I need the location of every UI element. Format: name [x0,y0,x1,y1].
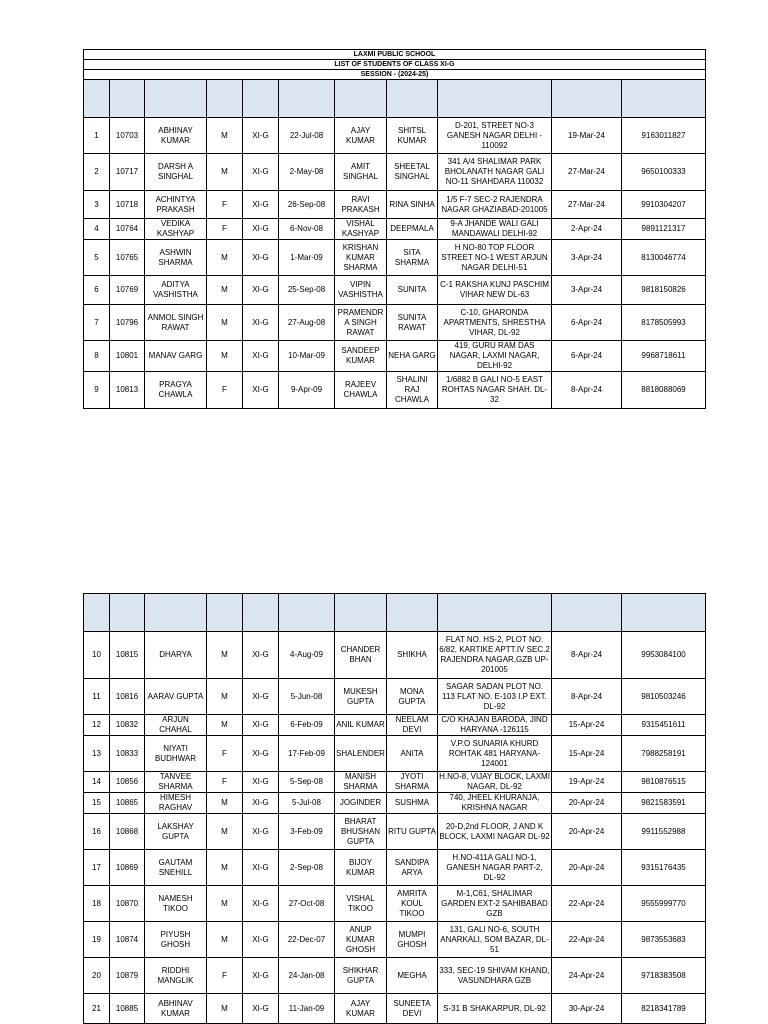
admission-date-cell: 2-Apr-24 [552,219,622,240]
header-cell [279,80,335,118]
class-cell: XI-G [243,240,279,276]
father-name-cell: RAVI PRAKASH [335,191,387,219]
father-name-cell: JOGINDER [335,793,387,814]
mother-name-cell: AMRITA KOUL TIKOO [387,886,438,922]
header-cell [335,594,387,632]
class-cell: XI-G [243,219,279,240]
class-cell: XI-G [243,118,279,154]
gender-cell: M [207,240,243,276]
phone-cell: 9911552988 [622,814,706,850]
student-table-2 [83,593,706,1024]
date-of-birth-cell: 26-Sep-08 [279,191,335,219]
serial-number-cell: 9 [84,372,110,409]
admission-number-cell: 10870 [110,886,145,922]
admission-number-cell: 10868 [110,814,145,850]
admission-number-cell: 10813 [110,372,145,409]
admission-date-cell: 8-Apr-24 [552,632,622,679]
class-cell: XI-G [243,736,279,772]
phone-cell: 8178505993 [622,305,706,341]
serial-number-cell: 7 [84,305,110,341]
serial-number-cell: 10 [84,632,110,679]
serial-number-cell: 21 [84,994,110,1024]
student-row [84,922,706,958]
student-row [84,958,706,994]
student-row [84,240,706,276]
admission-date-cell: 6-Apr-24 [552,305,622,341]
gender-cell: F [207,191,243,219]
date-of-birth-cell: 2-Sep-08 [279,850,335,886]
student-row [84,219,706,240]
student-name-cell: ABHINAY KUMAR [145,118,207,154]
mother-name-cell: NEHA GARG [387,341,438,372]
date-of-birth-cell: 5-Sep-08 [279,772,335,793]
address-cell: FLAT NO. HS-2, PLOT NO. 6/82, KARTIKE APTT.IV SEC.2 RAJENDRA NAGAR,GZB UP-201005 [438,632,552,679]
address-cell: 9-A JHANDE WALI GALI MANDAWALI DELHI-92 [438,219,552,240]
serial-number-cell: 12 [84,715,110,736]
phone-cell: 9891121317 [622,219,706,240]
student-table-1 [83,49,706,409]
admission-number-cell: 10769 [110,276,145,305]
header-row [84,80,706,118]
student-name-cell: ARJUN CHAHAL [145,715,207,736]
address-cell: 1/5 F-7 SEC-2 RAJENDRA NAGAR GHAZIABAD-201005 [438,191,552,219]
student-name-cell: PRAGYA CHAWLA [145,372,207,409]
admission-date-cell: 8-Apr-24 [552,372,622,409]
father-name-cell: CHANDER BHAN [335,632,387,679]
address-cell: D-201, STREET NO-3 GANESH NAGAR DELHI - 110092 [438,118,552,154]
mother-name-cell: SITA SHARMA [387,240,438,276]
mother-name-cell: SUNITA RAWAT [387,305,438,341]
header-row [84,594,706,632]
gender-cell: M [207,715,243,736]
header-cell [335,80,387,118]
mother-name-cell: DEEPMALA [387,219,438,240]
mother-name-cell: SANDIPA ARYA [387,850,438,886]
student-name-cell: GAUTAM SNEHILL [145,850,207,886]
student-name-cell: VEDIKA KASHYAP [145,219,207,240]
serial-number-cell: 4 [84,219,110,240]
serial-number-cell: 5 [84,240,110,276]
father-name-cell: SHALENDER [335,736,387,772]
admission-date-cell: 22-Apr-24 [552,922,622,958]
date-of-birth-cell: 9-Apr-09 [279,372,335,409]
admission-date-cell: 24-Apr-24 [552,958,622,994]
father-name-cell: AMIT SINGHAL [335,154,387,191]
student-row [84,886,706,922]
date-of-birth-cell: 6-Feb-09 [279,715,335,736]
admission-date-cell: 27-Mar-24 [552,191,622,219]
address-cell: H NO-80 TOP FLOOR STREET NO-1 WEST ARJUN NAGAR DELHI-51 [438,240,552,276]
student-name-cell: LAKSHAY GUPTA [145,814,207,850]
date-of-birth-cell: 10-Mar-09 [279,341,335,372]
header-cell [207,80,243,118]
student-name-cell: TANVEE SHARMA [145,772,207,793]
header-cell [387,80,438,118]
header-cell [622,80,706,118]
date-of-birth-cell: 27-Aug-08 [279,305,335,341]
header-cell [552,80,622,118]
admission-date-cell: 8-Apr-24 [552,679,622,715]
phone-cell: 8818088069 [622,372,706,409]
gender-cell: F [207,772,243,793]
gender-cell: M [207,850,243,886]
serial-number-cell: 14 [84,772,110,793]
admission-date-cell: 22-Apr-24 [552,886,622,922]
admission-number-cell: 10718 [110,191,145,219]
serial-number-cell: 20 [84,958,110,994]
admission-number-cell: 10832 [110,715,145,736]
phone-cell: 9821583591 [622,793,706,814]
mother-name-cell: RITU GUPTA [387,814,438,850]
admission-number-cell: 10856 [110,772,145,793]
header-cell [84,594,110,632]
father-name-cell: SANDEEP KUMAR [335,341,387,372]
father-name-cell: VISHAL KASHYAP [335,219,387,240]
class-cell: XI-G [243,994,279,1024]
student-row [84,154,706,191]
serial-number-cell: 18 [84,886,110,922]
mother-name-cell: SHEETAL SINGHAL [387,154,438,191]
header-cell [84,80,110,118]
gender-cell: M [207,679,243,715]
student-name-cell: RIDDHI MANGLIK [145,958,207,994]
admission-number-cell: 10801 [110,341,145,372]
phone-cell: 9953084100 [622,632,706,679]
father-name-cell: ANIL KUMAR [335,715,387,736]
phone-cell: 9873553683 [622,922,706,958]
student-row [84,994,706,1024]
admission-number-cell: 10765 [110,240,145,276]
address-cell: H.NO-411A GALI NO-1, GANESH NAGAR PART-2, DL-92 [438,850,552,886]
admission-date-cell: 15-Apr-24 [552,715,622,736]
student-name-cell: HIMESH RAGHAV [145,793,207,814]
student-row [84,305,706,341]
header-cell [145,594,207,632]
admission-number-cell: 10816 [110,679,145,715]
mother-name-cell: RINA SINHA [387,191,438,219]
list-title: LIST OF STUDENTS OF CLASS XI-G [84,60,706,70]
student-list-page-2 [83,593,705,1024]
phone-cell: 9810503246 [622,679,706,715]
admission-number-cell: 10874 [110,922,145,958]
date-of-birth-cell: 24-Jan-08 [279,958,335,994]
father-name-cell: KRISHAN KUMAR SHARMA [335,240,387,276]
gender-cell: M [207,154,243,191]
mother-name-cell: SHIKHA [387,632,438,679]
class-cell: XI-G [243,850,279,886]
mother-name-cell: MONA GUPTA [387,679,438,715]
admission-number-cell: 10865 [110,793,145,814]
serial-number-cell: 1 [84,118,110,154]
mother-name-cell: SUSHMA [387,793,438,814]
student-list-page-1 [83,49,705,409]
address-cell: 131, GALI NO-6, SOUTH ANARKALI, SOM BAZAR, DL-51 [438,922,552,958]
student-name-cell: NAMESH TIKOO [145,886,207,922]
admission-date-cell: 19-Apr-24 [552,772,622,793]
date-of-birth-cell: 17-Feb-09 [279,736,335,772]
admission-date-cell: 3-Apr-24 [552,240,622,276]
address-cell: 1/6882 B GALI NO-5 EAST ROHTAS NAGAR SHAH. DL-32 [438,372,552,409]
student-name-cell: MANAV GARG [145,341,207,372]
student-name-cell: ACHINTYA PRAKASH [145,191,207,219]
student-row [84,118,706,154]
header-cell [110,80,145,118]
admission-date-cell: 30-Apr-24 [552,994,622,1024]
admission-number-cell: 10833 [110,736,145,772]
admission-date-cell: 6-Apr-24 [552,341,622,372]
father-name-cell: AJAY KUMAR [335,118,387,154]
gender-cell: M [207,886,243,922]
admission-date-cell: 27-Mar-24 [552,154,622,191]
student-row [84,850,706,886]
gender-cell: F [207,736,243,772]
admission-date-cell: 20-Apr-24 [552,793,622,814]
gender-cell: M [207,922,243,958]
phone-cell: 9315451611 [622,715,706,736]
admission-number-cell: 10717 [110,154,145,191]
student-row [84,715,706,736]
date-of-birth-cell: 27-Oct-08 [279,886,335,922]
header-cell [207,594,243,632]
father-name-cell: ANUP KUMAR GHOSH [335,922,387,958]
header-cell [438,594,552,632]
address-cell: 740, JHEEL KHURANJA, KRISHNA NAGAR [438,793,552,814]
class-cell: XI-G [243,305,279,341]
address-cell: C-1 RAKSHA KUNJ PASCHIM VIHAR NEW DL-63 [438,276,552,305]
admission-date-cell: 3-Apr-24 [552,276,622,305]
student-name-cell: ASHWIN SHARMA [145,240,207,276]
gender-cell: F [207,958,243,994]
phone-cell: 9555999770 [622,886,706,922]
mother-name-cell: SUNITA [387,276,438,305]
father-name-cell: RAJEEV CHAWLA [335,372,387,409]
student-name-cell: NIYATI BUDHWAR [145,736,207,772]
admission-number-cell: 10885 [110,994,145,1024]
phone-cell: 9163011827 [622,118,706,154]
student-row [84,793,706,814]
class-cell: XI-G [243,814,279,850]
mother-name-cell: MUMPI GHOSH [387,922,438,958]
date-of-birth-cell: 3-Feb-09 [279,814,335,850]
header-cell [145,80,207,118]
student-name-cell: AARAV GUPTA [145,679,207,715]
father-name-cell: BIJOY KUMAR [335,850,387,886]
class-cell: XI-G [243,958,279,994]
student-name-cell: ADITYA VASHISTHA [145,276,207,305]
phone-cell: 9818150826 [622,276,706,305]
school-name: LAXMI PUBLIC SCHOOL [84,50,706,60]
serial-number-cell: 11 [84,679,110,715]
mother-name-cell: JYOTI SHARMA [387,772,438,793]
date-of-birth-cell: 25-Sep-08 [279,276,335,305]
phone-cell: 9968718611 [622,341,706,372]
address-cell: 341 A/4 SHALIMAR PARK BHOLANATH NAGAR GALI NO-11 SHAHDARA 110032 [438,154,552,191]
header-cell [243,80,279,118]
class-cell: XI-G [243,793,279,814]
address-cell: C-10, GHARONDA APARTMENTS, SHRESTHA VIHAR, DL-92 [438,305,552,341]
header-cell [110,594,145,632]
address-cell: 20-D,2nd FLOOR, J AND K BLOCK, LAXMI NAGAR DL-92 [438,814,552,850]
student-row [84,679,706,715]
father-name-cell: VISHAL TIKOO [335,886,387,922]
mother-name-cell: SHITSL KUMAR [387,118,438,154]
serial-number-cell: 6 [84,276,110,305]
class-cell: XI-G [243,922,279,958]
class-cell: XI-G [243,772,279,793]
student-row [84,341,706,372]
header-cell [243,594,279,632]
student-row [84,372,706,409]
admission-number-cell: 10764 [110,219,145,240]
date-of-birth-cell: 1-Mar-09 [279,240,335,276]
class-cell: XI-G [243,632,279,679]
gender-cell: M [207,276,243,305]
class-cell: XI-G [243,715,279,736]
gender-cell: M [207,341,243,372]
student-row [84,191,706,219]
admission-date-cell: 15-Apr-24 [552,736,622,772]
address-cell: M-1,C61, SHALIMAR GARDEN EXT-2 SAHIBABAD GZB [438,886,552,922]
gender-cell: M [207,118,243,154]
admission-number-cell: 10815 [110,632,145,679]
mother-name-cell: SUNEETA DEVI [387,994,438,1024]
admission-number-cell: 10796 [110,305,145,341]
serial-number-cell: 16 [84,814,110,850]
date-of-birth-cell: 6-Nov-08 [279,219,335,240]
phone-cell: 9810876515 [622,772,706,793]
student-row [84,632,706,679]
date-of-birth-cell: 5-Jun-08 [279,679,335,715]
gender-cell: M [207,994,243,1024]
student-name-cell: ABHINAV KUMAR [145,994,207,1024]
father-name-cell: BHARAT BHUSHAN GUPTA [335,814,387,850]
serial-number-cell: 19 [84,922,110,958]
gender-cell: M [207,305,243,341]
class-cell: XI-G [243,679,279,715]
serial-number-cell: 17 [84,850,110,886]
class-cell: XI-G [243,191,279,219]
father-name-cell: MUKESH GUPTA [335,679,387,715]
address-cell: 333, SEC-19 SHIVAM KHAND, VASUNDHARA GZB [438,958,552,994]
student-row [84,814,706,850]
class-cell: XI-G [243,276,279,305]
class-cell: XI-G [243,341,279,372]
phone-cell: 9650100333 [622,154,706,191]
class-cell: XI-G [243,372,279,409]
address-cell: S-31 B SHAKARPUR, DL-92 [438,994,552,1024]
serial-number-cell: 15 [84,793,110,814]
header-cell [622,594,706,632]
date-of-birth-cell: 22-Jul-08 [279,118,335,154]
gender-cell: F [207,219,243,240]
student-name-cell: ANMOL SINGH RAWAT [145,305,207,341]
phone-cell: 9910304207 [622,191,706,219]
address-cell: C/O KHAJAN BARODA, JIND HARYANA -126115 [438,715,552,736]
address-cell: SAGAR SADAN PLOT NO. 113 FLAT NO. E-103 I.P EXT. DL-92 [438,679,552,715]
student-name-cell: PIYUSH GHOSH [145,922,207,958]
date-of-birth-cell: 4-Aug-09 [279,632,335,679]
address-cell: 419, GURU RAM DAS NAGAR, LAXMI NAGAR, DELHI-92 [438,341,552,372]
mother-name-cell: NEELAM DEVI [387,715,438,736]
father-name-cell: PRAMENDR A SINGH RAWAT [335,305,387,341]
header-cell [279,594,335,632]
admission-number-cell: 10869 [110,850,145,886]
serial-number-cell: 8 [84,341,110,372]
date-of-birth-cell: 11-Jan-09 [279,994,335,1024]
class-cell: XI-G [243,886,279,922]
gender-cell: M [207,632,243,679]
gender-cell: F [207,372,243,409]
mother-name-cell: SHALINI RAJ CHAWLA [387,372,438,409]
phone-cell: 9718383508 [622,958,706,994]
admission-number-cell: 10879 [110,958,145,994]
gender-cell: M [207,793,243,814]
phone-cell: 8218341789 [622,994,706,1024]
student-name-cell: DARSH A SINGHAL [145,154,207,191]
header-cell [552,594,622,632]
admission-number-cell: 10703 [110,118,145,154]
address-cell: V.P.O SUNARIA KHURD ROHTAK 481 HARYANA-124001 [438,736,552,772]
admission-date-cell: 20-Apr-24 [552,850,622,886]
mother-name-cell: ANITA [387,736,438,772]
father-name-cell: MANISH SHARMA [335,772,387,793]
gender-cell: M [207,814,243,850]
admission-date-cell: 20-Apr-24 [552,814,622,850]
student-row [84,276,706,305]
father-name-cell: VIPIN VASHISTHA [335,276,387,305]
admission-date-cell: 19-Mar-24 [552,118,622,154]
header-cell [438,80,552,118]
mother-name-cell: MEGHA [387,958,438,994]
serial-number-cell: 2 [84,154,110,191]
serial-number-cell: 13 [84,736,110,772]
date-of-birth-cell: 2-May-08 [279,154,335,191]
date-of-birth-cell: 22-Dec-07 [279,922,335,958]
student-row [84,772,706,793]
phone-cell: 7988258191 [622,736,706,772]
student-row [84,736,706,772]
phone-cell: 8130046774 [622,240,706,276]
student-name-cell: DHARYA [145,632,207,679]
phone-cell: 9315176435 [622,850,706,886]
serial-number-cell: 3 [84,191,110,219]
class-cell: XI-G [243,154,279,191]
date-of-birth-cell: 5-Jul-08 [279,793,335,814]
father-name-cell: SHIKHAR GUPTA [335,958,387,994]
session-title: SESSION - (2024-25) [84,70,706,80]
father-name-cell: AJAY KUMAR [335,994,387,1024]
address-cell: H.NO-8, VIJAY BLOCK, LAXMI NAGAR, DL-92 [439,772,550,791]
header-cell [387,594,438,632]
